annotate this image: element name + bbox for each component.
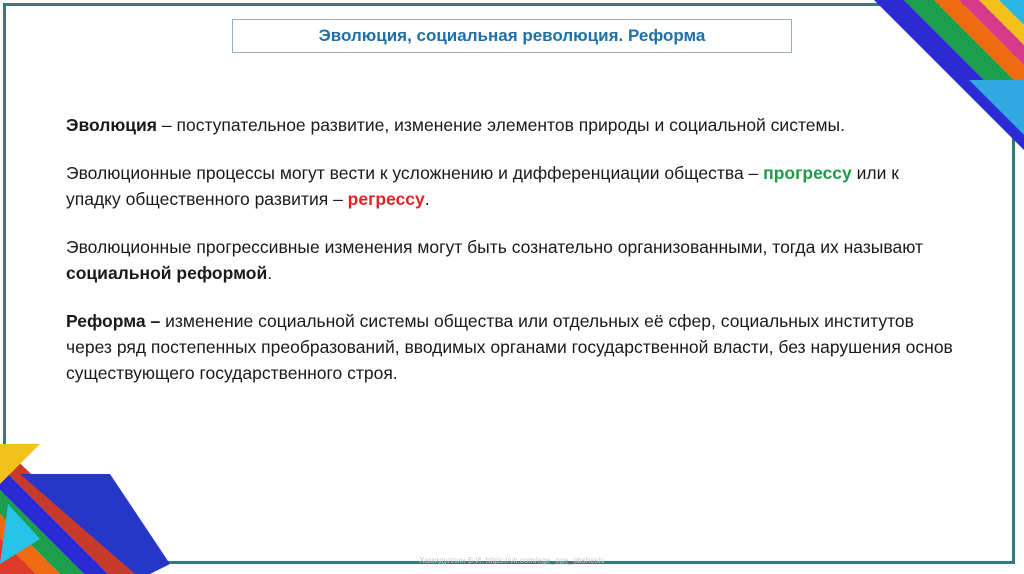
footer-credit: Хамидуллин Б.И. https://vk.com/ege_oge_obshestv — [419, 556, 605, 565]
term-reform: Реформа – — [66, 311, 161, 331]
processes-text-2: или к упадку общественного развития – — [66, 163, 899, 209]
paragraph-progressive-changes — [66, 234, 956, 286]
regress-word: регрессу — [347, 189, 425, 209]
progressive-text: Эволюционные прогрессивные изменения могут быть сознательно организованными, тогда их называют — [66, 237, 923, 257]
slide-title: Эволюция, социальная революция. Реформа — [318, 26, 706, 45]
term-social-reform: социальной реформой — [66, 263, 268, 283]
term-evolution: Эволюция — [66, 115, 158, 135]
paragraph-reform — [66, 308, 956, 386]
reform-definition: изменение социальной системы общества или отдельных её сфер, социальных институтов через ряд постепенных преобразований, вводимых органами государственной власти, без нарушения основ существующего государственного строя. — [66, 311, 953, 383]
paragraph-evolution — [66, 112, 956, 138]
processes-text: Эволюционные процессы могут вести к усложнению и дифференциации общества – — [66, 163, 764, 183]
progressive-end: . — [267, 263, 273, 283]
evolution-definition: – поступательное развитие, изменение элементов природы и социальной системы. — [157, 115, 845, 135]
title-box — [232, 19, 792, 53]
decor-stripes-bottom-left — [0, 444, 170, 574]
slide-content — [66, 112, 956, 408]
progress-word: прогрессу — [763, 163, 852, 183]
paragraph-processes — [66, 160, 956, 212]
processes-end: . — [424, 189, 430, 209]
